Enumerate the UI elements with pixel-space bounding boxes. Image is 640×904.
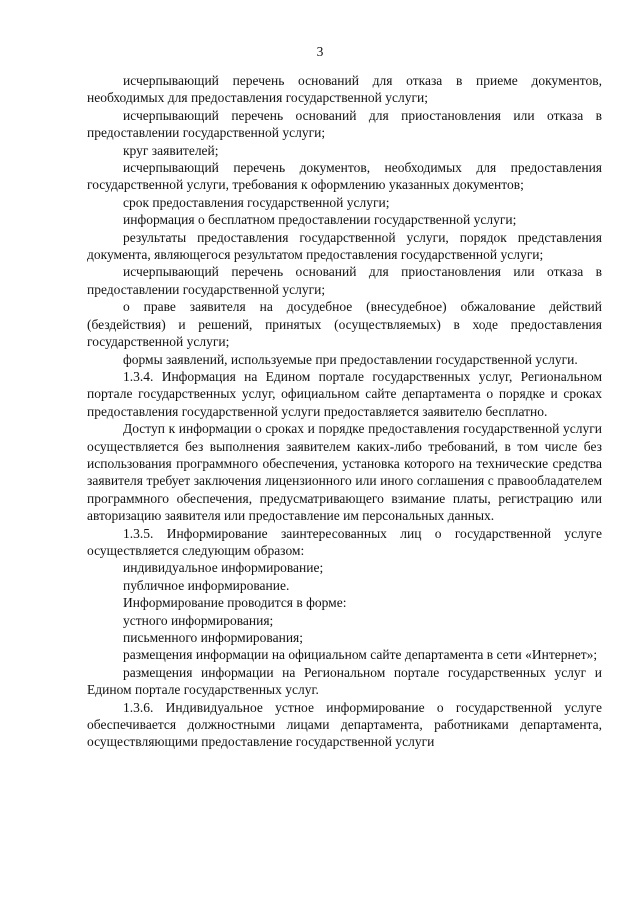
paragraph: исчерпывающий перечень оснований для приостановления или отказа в предоставлении государственной услуги; xyxy=(87,107,602,141)
paragraph: о праве заявителя на досудебное (внесудебное) обжалование действий (бездействия) и решений, принятых (осуществляемых) в ходе предоставления государственной услуги; xyxy=(87,299,602,350)
paragraph: 1.3.6. Индивидуальное устное информирование о государственной услуге обеспечивается должностными лицами департамента, работниками департамента, осуществляющими предоставление государственной услуги xyxy=(87,699,602,750)
paragraph: устного информирования; xyxy=(123,612,274,628)
paragraph: информация о бесплатном предоставлении государственной услуги; xyxy=(123,212,517,228)
paragraph: исчерпывающий перечень документов, необходимых для предоставления государственной услуги, требования к оформлению указанных документов; xyxy=(87,160,602,193)
paragraph: результаты предоставления государственной услуги, порядок представления документа, являющегося результатом предоставления государственной услуги; xyxy=(87,229,602,263)
paragraph: публичное информирование. xyxy=(123,577,290,593)
paragraph: исчерпывающий перечень оснований для приостановления или отказа в предоставлении государственной услуги; xyxy=(87,264,602,297)
paragraph: Информирование проводится в форме: xyxy=(123,595,347,611)
paragraph: письменного информирования; xyxy=(123,630,304,645)
document-body xyxy=(87,72,602,751)
paragraph: срок предоставления государственной услуги; xyxy=(123,194,390,210)
paragraph: 1.3.5. Информирование заинтересованных лиц о государственной услуге осуществляется следующим образом: xyxy=(87,525,602,558)
paragraph: Доступ к информации о сроках и порядке предоставления государственной услуги осуществляется без выполнения заявителем каких-либо требований, в том числе без использования программного обеспечения, установка которого на технические средства заявителя требует заключения лицензионного или иного соглашения с правообладателем программного обеспечения, предусматривающего взимание платы, регистрацию или авторизацию заявителя или предоставление им персональных данных. xyxy=(87,421,602,524)
paragraph: размещения информации на официальном сайте департамента в сети «Интернет»; xyxy=(123,647,598,663)
paragraph: размещения информации на Региональном портале государственных услуг и Едином портале государственных услуг. xyxy=(87,664,602,698)
paragraph: исчерпывающий перечень оснований для отказа в приеме документов, необходимых для предоставления государственной услуги; xyxy=(87,73,602,106)
page-number: 3 xyxy=(316,44,324,59)
paragraph: формы заявлений, используемые при предоставлении государственной услуги. xyxy=(123,351,578,367)
paragraph: 1.3.4. Информация на Едином портале государственных услуг, Региональном портале государственных услуг, официальном сайте департамента о порядке и сроках предоставления государственной услуги предоставляется заявителю бесплатно. xyxy=(87,368,602,419)
paragraph: индивидуальное информирование; xyxy=(123,560,324,576)
paragraph: круг заявителей; xyxy=(123,142,219,158)
